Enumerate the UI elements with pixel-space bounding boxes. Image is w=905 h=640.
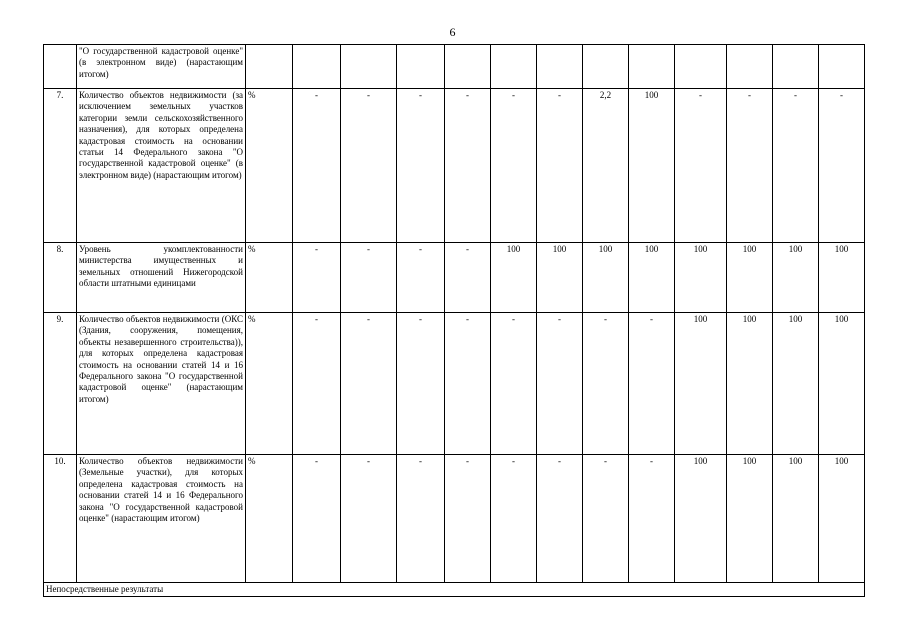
unit-cell: %: [246, 455, 293, 583]
value-cell: 100: [727, 243, 773, 313]
value-cell: -: [445, 243, 491, 313]
value-cell: [675, 45, 727, 89]
row-number-cell: 7.: [44, 89, 77, 243]
value-cell: 100: [727, 455, 773, 583]
indicator-name-cell: "О государственной кадастровой оценке" (в электронном виде) (нарастающим итогом): [77, 45, 246, 89]
value-cell: 100: [537, 243, 583, 313]
value-cell: 100: [675, 313, 727, 455]
value-cell: -: [293, 313, 341, 455]
value-cell: 2,2: [583, 89, 629, 243]
value-cell: -: [445, 89, 491, 243]
value-cell: 100: [819, 455, 865, 583]
value-cell: -: [675, 89, 727, 243]
value-cell: [583, 45, 629, 89]
row-number-cell: 8.: [44, 243, 77, 313]
value-cell: -: [491, 89, 537, 243]
value-cell: -: [445, 455, 491, 583]
page-number: 6: [449, 25, 456, 39]
table-body: [44, 45, 865, 597]
table-row: [44, 45, 865, 89]
value-cell: [293, 45, 341, 89]
row-number-cell: [44, 45, 77, 89]
value-cell: -: [491, 313, 537, 455]
value-cell: 100: [675, 455, 727, 583]
section-row: [44, 583, 865, 597]
value-cell: [537, 45, 583, 89]
row-number-cell: 10.: [44, 455, 77, 583]
value-cell: [491, 45, 537, 89]
value-cell: [727, 45, 773, 89]
value-cell: -: [293, 243, 341, 313]
value-cell: -: [537, 313, 583, 455]
value-cell: -: [537, 89, 583, 243]
unit-cell: %: [246, 89, 293, 243]
indicator-name-cell: Количество объектов недвижимости (Земельные участки), для которых определена кадастровая стоимость на основании статей 14 и 16 Федерального закона "О государственной кадастровой оценке" (нарастающим итогом): [77, 455, 246, 583]
value-cell: -: [397, 89, 445, 243]
table-row: [44, 243, 865, 313]
table-row: [44, 313, 865, 455]
value-cell: [819, 45, 865, 89]
value-cell: -: [341, 243, 397, 313]
value-cell: -: [293, 455, 341, 583]
value-cell: -: [819, 89, 865, 243]
value-cell: -: [445, 313, 491, 455]
value-cell: [773, 45, 819, 89]
indicator-name-cell: Количество объектов недвижимости (ОКС (Здания, сооружения, помещения, объекты незавершенного строительства)), для которых определена кадастровая стоимость на основании статей 14 и 16 Федерального закона "О государственной кадастровой оценке" (нарастающим итогом): [77, 313, 246, 455]
value-cell: -: [341, 89, 397, 243]
value-cell: [629, 45, 675, 89]
row-number-cell: 9.: [44, 313, 77, 455]
value-cell: 100: [773, 243, 819, 313]
value-cell: 100: [773, 313, 819, 455]
value-cell: -: [397, 313, 445, 455]
indicator-name-cell: Уровень укомплектованности министерства имущественных и земельных отношений Нижегородской области штатными единицами: [77, 243, 246, 313]
value-cell: [341, 45, 397, 89]
indicator-name-cell: Количество объектов недвижимости (за исключением земельных участков категории земли сельскохозяйственного назначения), для которых определена кадастровая стоимость на основании статьи 14 Федерального закона "О государственной кадастровой оценке" (в электронном виде) (нарастающим итогом): [77, 89, 246, 243]
indicators-table: [43, 44, 865, 597]
value-cell: -: [773, 89, 819, 243]
value-cell: -: [397, 455, 445, 583]
value-cell: -: [629, 455, 675, 583]
value-cell: -: [341, 313, 397, 455]
unit-cell: [246, 45, 293, 89]
value-cell: 100: [819, 313, 865, 455]
table-row: [44, 89, 865, 243]
value-cell: -: [583, 455, 629, 583]
value-cell: 100: [629, 89, 675, 243]
value-cell: [445, 45, 491, 89]
value-cell: -: [491, 455, 537, 583]
value-cell: -: [341, 455, 397, 583]
value-cell: 100: [773, 455, 819, 583]
value-cell: -: [629, 313, 675, 455]
unit-cell: %: [246, 243, 293, 313]
value-cell: -: [727, 89, 773, 243]
value-cell: 100: [727, 313, 773, 455]
unit-cell: %: [246, 313, 293, 455]
value-cell: 100: [675, 243, 727, 313]
value-cell: -: [293, 89, 341, 243]
value-cell: 100: [629, 243, 675, 313]
value-cell: 100: [819, 243, 865, 313]
value-cell: -: [583, 313, 629, 455]
value-cell: 100: [583, 243, 629, 313]
value-cell: -: [537, 455, 583, 583]
value-cell: 100: [491, 243, 537, 313]
table-row: [44, 455, 865, 583]
section-title-cell: Непосредственные результаты: [44, 583, 865, 597]
value-cell: [397, 45, 445, 89]
value-cell: -: [397, 243, 445, 313]
